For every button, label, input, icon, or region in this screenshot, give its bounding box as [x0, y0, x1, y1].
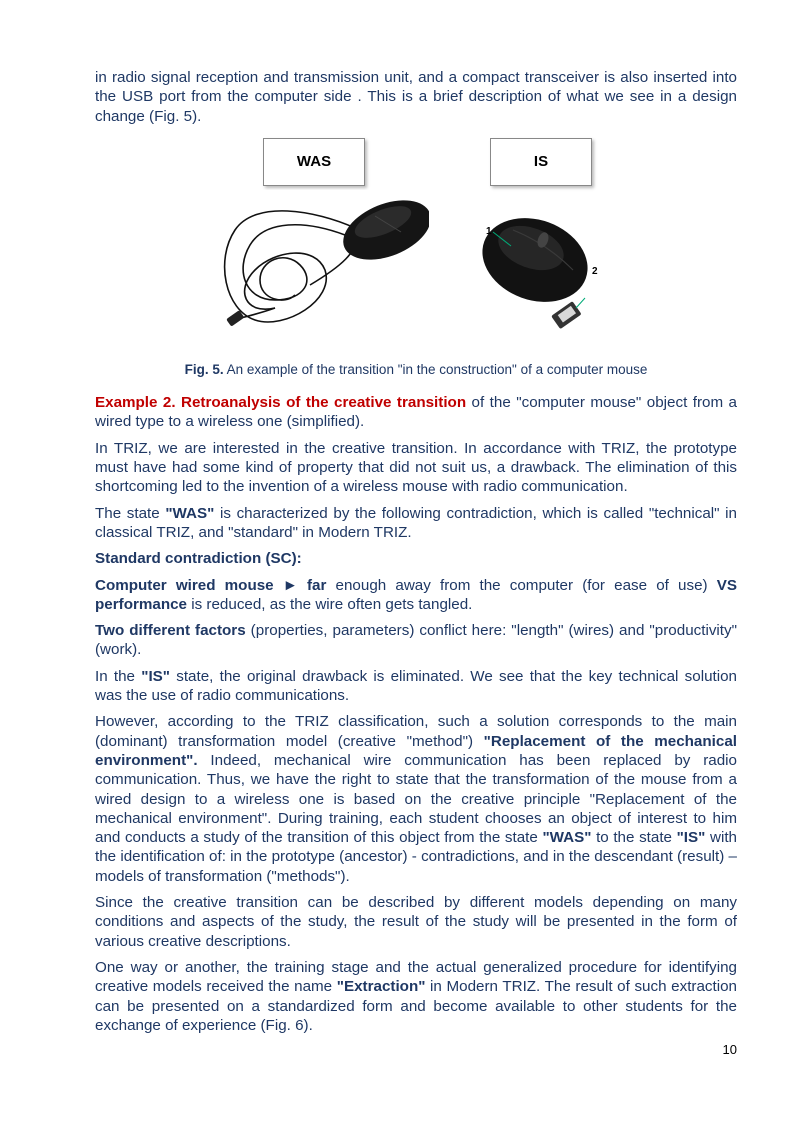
- is-paragraph: [95, 667, 737, 706]
- mouse-paragraph: [95, 576, 737, 615]
- however-text-c: Indeed, mechanical wire communication has been replaced by radio communication. Thus, we have the right to state that the transformation of the mouse from a wired design to a wireless one is based on the creative principle "Replacement of the mechanical environment". During training, each student chooses an object of interest to him and conducts a study of the transition of this object from the state: [95, 751, 737, 847]
- oneway-text-b: "Extraction": [336, 978, 426, 996]
- is-label: IS: [533, 153, 549, 171]
- mouse-text-b: enough away from the computer (for ease of use): [326, 576, 717, 594]
- oneway-text-c: in Modern TRIZ. The result of such extraction can be presented on a standardized form and become available to other students for the exchange of experience (Fig. 6).: [95, 978, 737, 1034]
- was-label: WAS: [296, 153, 332, 171]
- mouse-text-c: VS performance: [95, 576, 737, 613]
- however-paragraph: [95, 712, 737, 886]
- wired-mouse-image: [215, 190, 429, 336]
- however-text-a: However, according to the TRIZ classification, such a solution corresponds to the main (dominant) transformation model (creative "method"): [95, 713, 737, 750]
- factors-paragraph: [95, 621, 737, 660]
- state-text-a: The state: [95, 504, 166, 522]
- however-text-e: to the state: [591, 829, 677, 847]
- figure-5: [95, 138, 737, 360]
- oneway-text-a: One way or another, the training stage and the actual generalized procedure for identifying creative models received the name: [95, 958, 737, 996]
- is-text-c: state, the original drawback is eliminated. We see that the key technical solution was the use of radio communications.: [95, 667, 738, 705]
- oneway-paragraph: [95, 958, 737, 1035]
- is-text-a: In the: [95, 667, 142, 685]
- callout-1: 1: [486, 225, 492, 237]
- state-was: "WAS": [165, 504, 215, 522]
- figure-caption: [95, 360, 737, 379]
- mouse-text-a: Computer wired mouse ► far: [95, 576, 327, 594]
- however-text-f: "IS": [676, 829, 706, 847]
- intro-paragraph: in radio signal reception and transmission unit, and a compact transceiver is also inserted into the USB port from the computer side . This is a brief description of what we see in a design change (Fig. 5).: [95, 69, 737, 125]
- since-paragraph: Since the creative transition can be described by different models depending on many conditions and aspects of the study, the result of the study will be presented in the form of various creative descriptions.: [95, 894, 737, 950]
- however-text-d: "WAS": [542, 829, 592, 847]
- example-heading: Example 2. Retroanalysis of the creative transition: [95, 394, 467, 412]
- factors-text-a: Two different factors: [95, 622, 246, 640]
- mouse-text-d: is reduced, as the wire often gets tangled.: [187, 595, 473, 613]
- was-label-box: [263, 138, 365, 186]
- callout-2: 2: [592, 265, 598, 277]
- state-paragraph: [95, 504, 737, 543]
- sc-heading: Standard contradiction (SC):: [95, 550, 302, 568]
- page-number: 10: [722, 1042, 737, 1057]
- example-text: of the "computer mouse" object from a wired type to a wireless one (simplified).: [95, 394, 737, 431]
- however-text-g: with the identification of: in the prototype (ancestor) - contradictions, and in the descendant (result) – models of transformation ("methods").: [95, 829, 737, 885]
- however-text-b: "Replacement of the mechanical environment".: [95, 732, 737, 769]
- caption-text: An example of the transition "in the construction" of a computer mouse: [223, 361, 648, 377]
- is-text-b: "IS": [141, 667, 171, 685]
- is-label-box: [490, 138, 592, 186]
- caption-prefix: Fig. 5.: [184, 361, 224, 377]
- triz-paragraph: In TRIZ, we are interested in the creative transition. In accordance with TRIZ, the prototype must have had some kind of property that did not suit us, a drawback. The elimination of this shortcoming led to the invention of a wireless mouse with radio communication.: [95, 439, 737, 496]
- factors-text-b: (properties, parameters) conflict here: "length" (wires) and "productivity" (work).: [95, 622, 737, 659]
- state-text-c: is characterized by the following contradiction, which is called "technical" in classical TRIZ, and "standard" in Modern TRIZ.: [95, 504, 737, 541]
- page-content: [95, 68, 737, 1042]
- example-paragraph: [95, 393, 737, 432]
